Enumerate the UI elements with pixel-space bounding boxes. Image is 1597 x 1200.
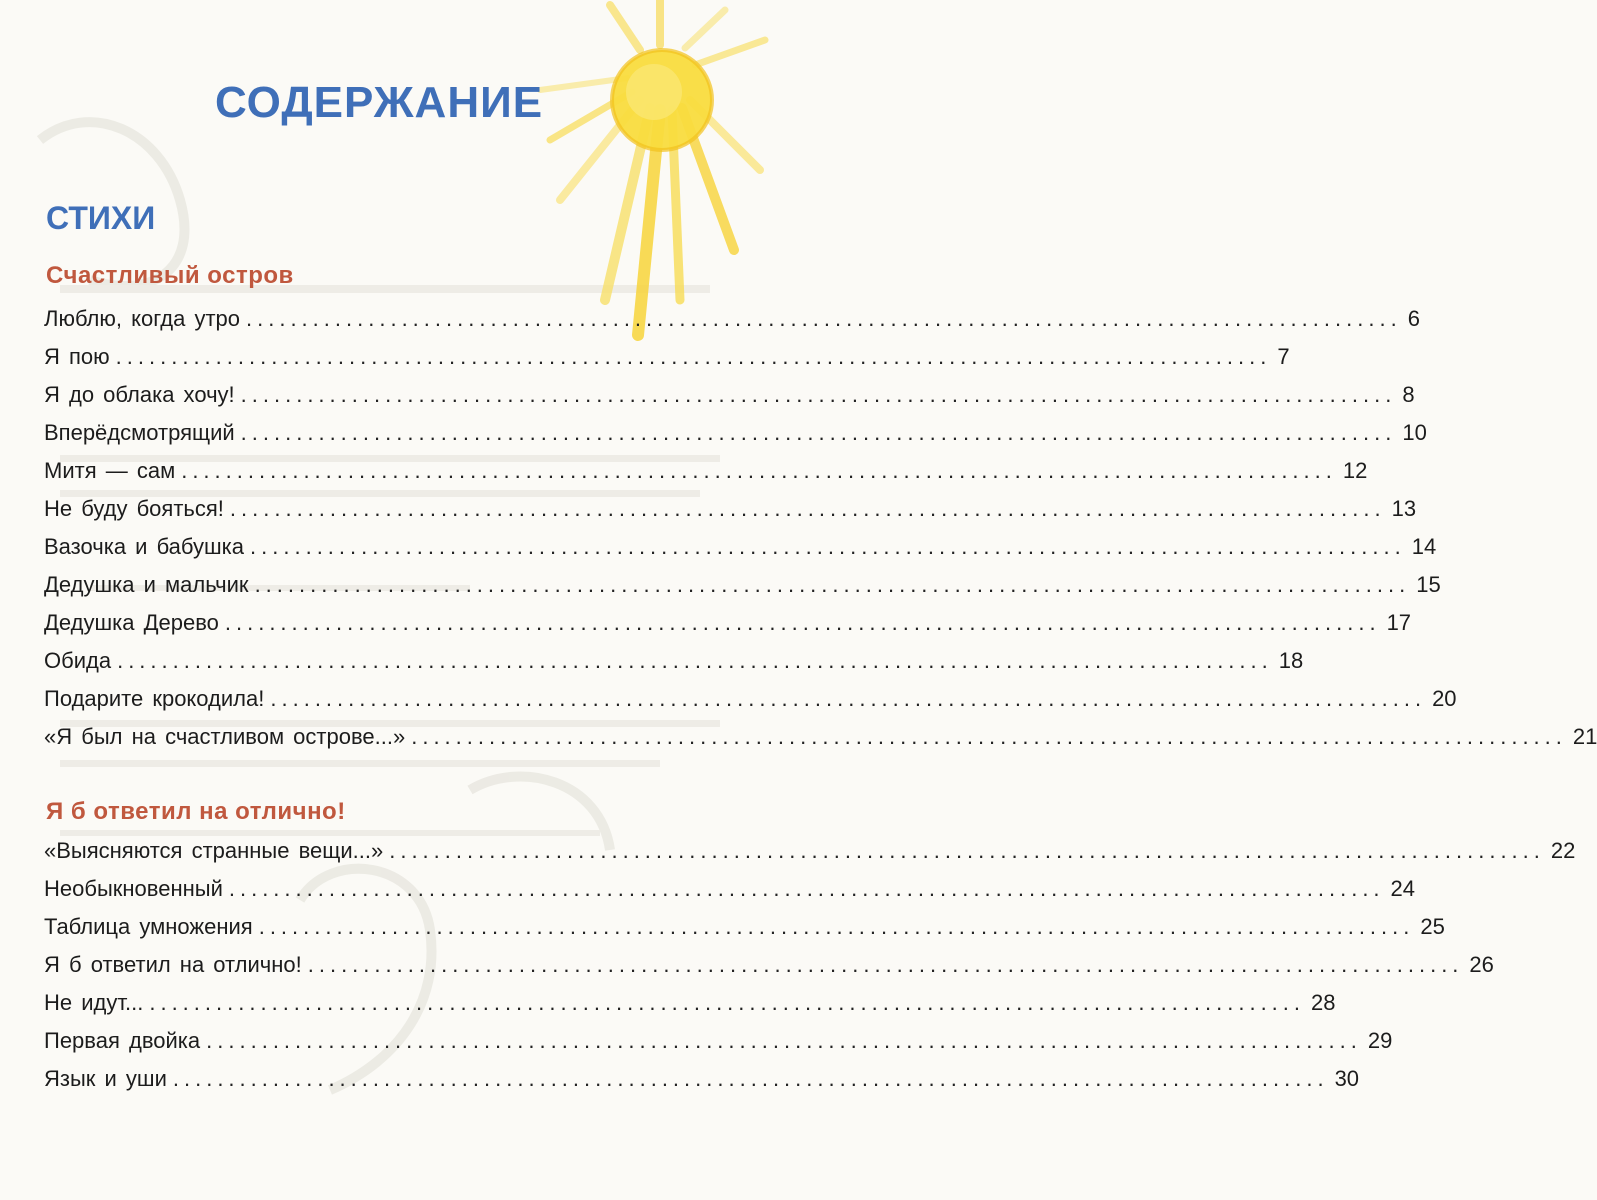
dot-leader: ........................................................................................................: [115, 344, 1272, 369]
toc-item-title: Не буду бояться!: [44, 496, 224, 521]
toc-row: [44, 952, 1494, 982]
toc-item-title: Вперёдсмотрящий: [44, 420, 235, 445]
section-title: СТИХИ: [46, 200, 156, 236]
toc-item-title: Первая двойка: [44, 1028, 201, 1053]
toc-item-title: Обида: [44, 648, 112, 673]
toc-item-title: Люблю, когда утро: [44, 306, 240, 331]
toc-item-page: 22: [1550, 838, 1576, 863]
toc-item-page: 25: [1420, 914, 1445, 939]
dot-leader: ........................................................................................................: [270, 686, 1427, 711]
toc-row: [44, 648, 1304, 678]
dot-leader: ........................................................................................................: [246, 306, 1402, 331]
toc-item-title: Я б ответил на отлично!: [44, 952, 302, 977]
toc-item-page: 24: [1390, 876, 1416, 901]
toc-item-page: 29: [1367, 1028, 1393, 1053]
toc-item-title: Митя — сам: [44, 458, 176, 483]
toc-item-page: 13: [1391, 496, 1417, 521]
toc-row: [44, 686, 1457, 716]
toc-row: [44, 838, 1576, 868]
toc-row: [44, 458, 1368, 488]
toc-item-title: Подарите крокодила!: [44, 686, 265, 711]
toc-item-title: Я пою: [44, 344, 110, 369]
dot-leader: ........................................................................................................: [117, 648, 1273, 673]
toc-item-title: «Выясняются странные вещи...»: [44, 838, 384, 863]
dot-leader: ........................................................................................................: [240, 420, 1397, 445]
toc-row: [44, 344, 1290, 374]
dot-leader: ........................................................................................................: [307, 952, 1464, 977]
toc-item-page: 17: [1386, 610, 1412, 635]
dot-leader: ........................................................................................................: [206, 1028, 1362, 1053]
dot-leader: ........................................................................................................: [411, 724, 1567, 749]
toc-item-page: 7: [1277, 344, 1290, 369]
dot-leader: ........................................................................................................: [229, 496, 1386, 521]
toc-item-title: Необыкновенный: [44, 876, 223, 901]
toc-item-title: Не идут...: [44, 990, 144, 1015]
toc-row: [44, 1028, 1393, 1058]
toc-item-title: Вазочка и бабушка: [44, 534, 245, 559]
toc-row: [44, 724, 1597, 754]
toc-row: [44, 914, 1445, 944]
toc-item-title: Таблица умножения: [44, 914, 253, 939]
dot-leader: ........................................................................................................: [240, 382, 1397, 407]
toc-item-title: Я до облака хочу!: [44, 382, 235, 407]
toc-item-page: 12: [1342, 458, 1368, 483]
toc-item-page: 18: [1278, 648, 1304, 673]
toc-row: [44, 382, 1415, 412]
page-title: СОДЕРЖАНИЕ: [215, 78, 544, 127]
toc-item-title: Язык и уши: [44, 1066, 167, 1091]
toc-item-page: 21: [1572, 724, 1597, 749]
toc-row: [44, 1066, 1360, 1096]
toc-item-page: 6: [1407, 306, 1420, 331]
group-title-happy-island: Счастливый остров: [46, 262, 294, 289]
toc-row: [44, 572, 1441, 602]
dot-leader: ........................................................................................................: [250, 534, 1406, 559]
toc-row: [44, 876, 1416, 906]
toc-row: [44, 534, 1437, 564]
toc-item-title: Дедушка и мальчик: [44, 572, 249, 597]
toc-item-title: «Я был на счастливом острове...»: [44, 724, 406, 749]
toc-item-page: 26: [1469, 952, 1494, 977]
dot-leader: ........................................................................................................: [224, 610, 1381, 635]
toc-item-page: 30: [1334, 1066, 1360, 1091]
dot-leader: ........................................................................................................: [254, 572, 1411, 597]
dot-leader: ........................................................................................................: [389, 838, 1545, 863]
dot-leader: ........................................................................................................: [181, 458, 1337, 483]
dot-leader: ........................................................................................................: [149, 990, 1306, 1015]
toc-item-page: 15: [1416, 572, 1441, 597]
group-title-excellent: Я б ответил на отлично!: [46, 798, 346, 825]
toc-item-page: 10: [1402, 420, 1427, 445]
toc-row: [44, 306, 1420, 336]
dot-leader: ........................................................................................................: [258, 914, 1415, 939]
toc-item-page: 20: [1432, 686, 1457, 711]
toc-item-title: Дедушка Дерево: [44, 610, 219, 635]
toc-item-page: 28: [1311, 990, 1336, 1015]
toc-row: [44, 496, 1417, 526]
dot-leader: ........................................................................................................: [228, 876, 1385, 901]
toc-item-page: 14: [1411, 534, 1437, 559]
toc-item-page: 8: [1402, 382, 1415, 407]
toc-row: [44, 610, 1412, 640]
dot-leader: ........................................................................................................: [172, 1066, 1329, 1091]
toc-row: [44, 990, 1336, 1020]
toc-row: [44, 420, 1427, 450]
